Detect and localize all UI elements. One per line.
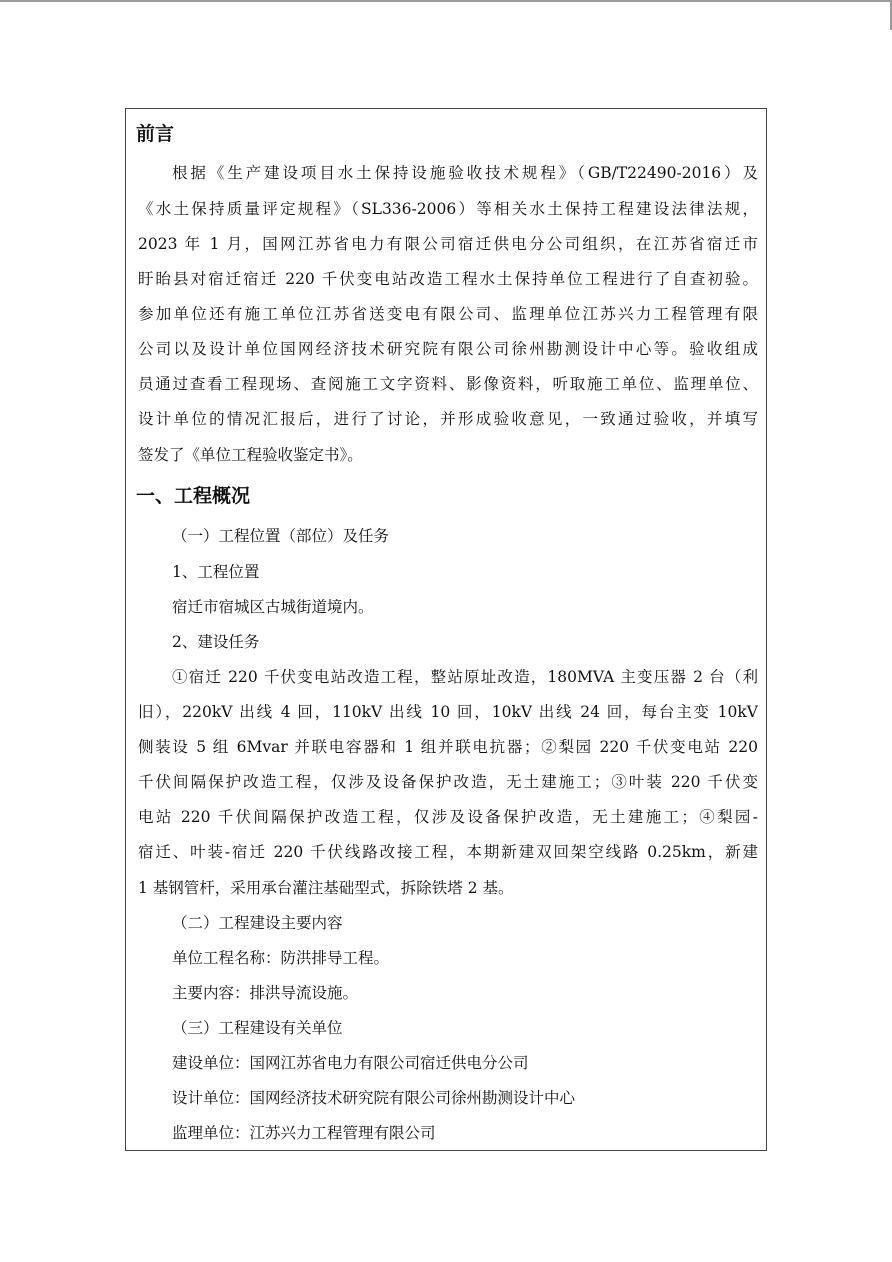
subsection-1-title: （一）工程位置（部位）及任务 bbox=[172, 527, 390, 545]
task-line-2: 旧），220kV 出线 4 回，110kV 出线 10 回，10kV 出线 24 回，每台主变 10kV bbox=[138, 703, 758, 721]
construction-unit: 建设单位：国网江苏省电力有限公司宿迁供电分公司 bbox=[172, 1054, 529, 1072]
foreword-line-6: 公司以及设计单位国网经济技术研究院有限公司徐州勘测设计中心等。验收组成 bbox=[138, 340, 758, 358]
item-task-title: 2、建设任务 bbox=[172, 633, 260, 651]
main-content: 主要内容：排洪导流设施。 bbox=[172, 984, 359, 1002]
task-line-4: 千伏间隔保护改造工程，仅涉及设备保护改造，无土建施工；③叶装 220 千伏变 bbox=[138, 773, 758, 791]
subsection-3-title: （三）工程建设有关单位 bbox=[172, 1019, 343, 1037]
item-location-title: 1、工程位置 bbox=[172, 563, 260, 581]
task-line-3: 侧装设 5 组 6Mvar 并联电容器和 1 组并联电抗器；②梨园 220 千伏变电站 220 bbox=[138, 738, 758, 756]
page-top-edge bbox=[0, 0, 892, 2]
subsection-2-title: （二）工程建设主要内容 bbox=[172, 914, 343, 932]
task-line-5: 电站 220 千伏间隔保护改造工程，仅涉及设备保护改造，无土建施工；④梨园- bbox=[138, 808, 758, 826]
supervision-unit: 监理单位：江苏兴力工程管理有限公司 bbox=[172, 1124, 436, 1142]
foreword-line-7: 员通过查看工程现场、查阅施工文字资料、影像资料，听取施工单位、监理单位、 bbox=[138, 375, 758, 393]
document-frame bbox=[125, 108, 767, 1151]
task-line-1: ①宿迁 220 千伏变电站改造工程，整站原址改造，180MVA 主变压器 2 台（利 bbox=[172, 668, 758, 686]
task-line-7: 1 基钢管杆，采用承台灌注基础型式，拆除铁塔 2 基。 bbox=[138, 879, 514, 897]
section-1-heading: 一、工程概况 bbox=[136, 485, 251, 507]
foreword-line-1: 根据《生产建设项目水土保持设施验收技术规程》（GB/T22490-2016）及 bbox=[172, 164, 758, 182]
foreword-line-2: 《水土保持质量评定规程》（SL336-2006）等相关水土保持工程建设法律法规， bbox=[138, 200, 758, 218]
foreword-line-4: 盱眙县对宿迁宿迁 220 千伏变电站改造工程水土保持单位工程进行了自查初验。 bbox=[138, 270, 758, 288]
foreword-line-5: 参加单位还有施工单位江苏省送变电有限公司、监理单位江苏兴力工程管理有限 bbox=[138, 305, 758, 323]
item-location-text: 宿迁市宿城区古城街道境内。 bbox=[172, 598, 374, 616]
foreword-line-9: 签发了《单位工程验收鉴定书》。 bbox=[138, 446, 363, 464]
task-line-6: 宿迁、叶装-宿迁 220 千伏线路改接工程，本期新建双回架空线路 0.25km，新建 bbox=[138, 843, 758, 861]
foreword-heading: 前言 bbox=[136, 123, 175, 145]
foreword-line-8: 设计单位的情况汇报后，进行了讨论，并形成验收意见，一致通过验收，并填写 bbox=[138, 410, 758, 428]
unit-project-name: 单位工程名称：防洪排导工程。 bbox=[172, 949, 390, 967]
design-unit: 设计单位：国网经济技术研究院有限公司徐州勘测设计中心 bbox=[172, 1089, 576, 1107]
foreword-line-3: 2023 年 1 月，国网江苏省电力有限公司宿迁供电分公司组织，在江苏省宿迁市 bbox=[138, 235, 758, 253]
